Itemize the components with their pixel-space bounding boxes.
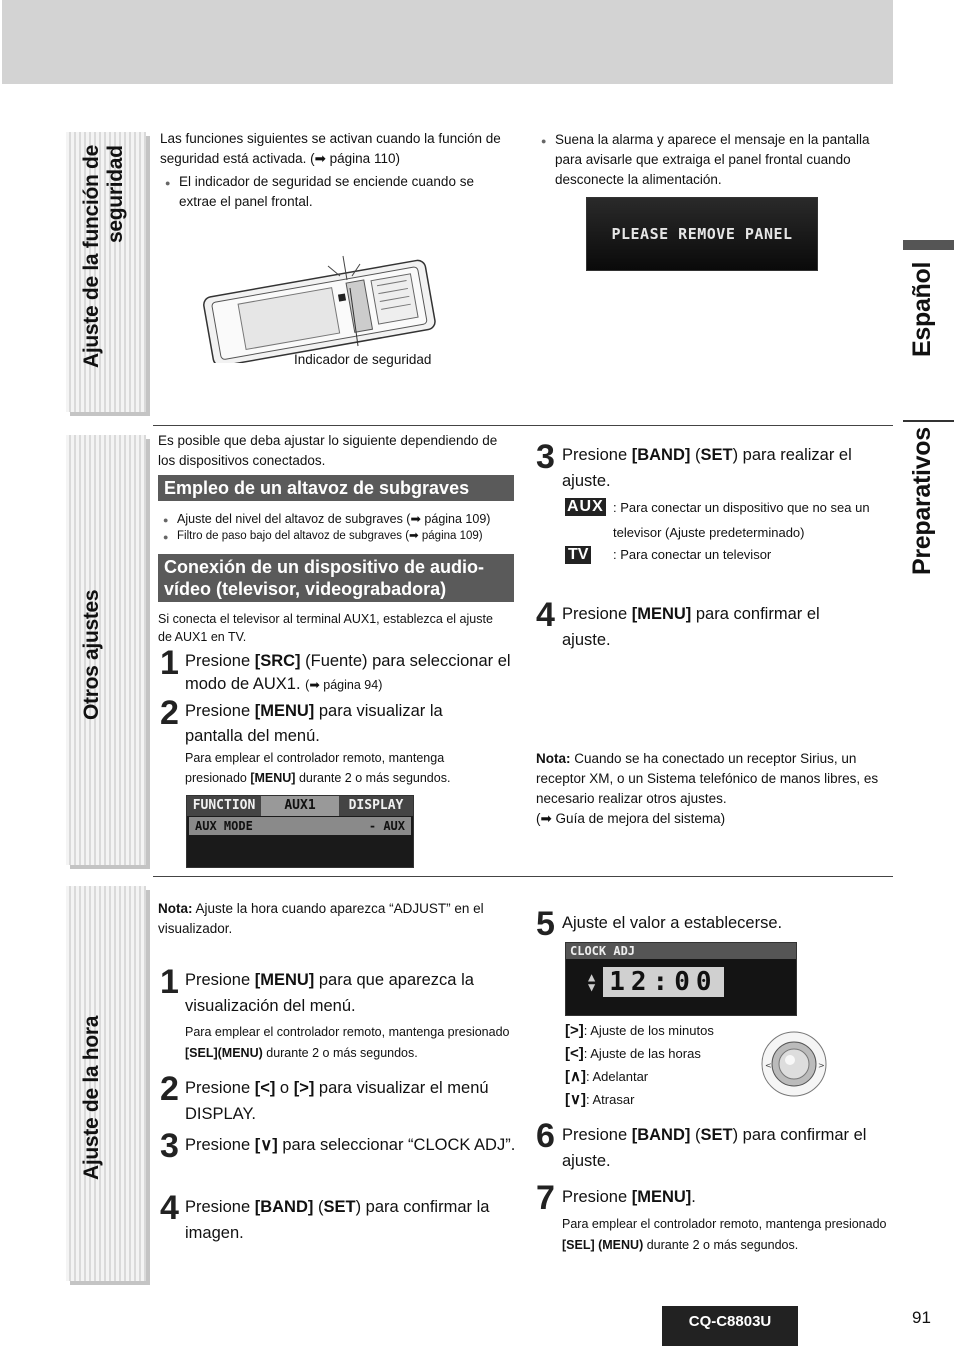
clock-step-1-text: Presione [MENU] para que aparezca la visualización del menú. [185, 971, 474, 1015]
security-bullet-indicator: ● El indicador de seguridad se enciende cuando se extrae el panel frontal. [179, 172, 509, 212]
step-2-note: Para emplear el controlador remoto, mantenga presionado [MENU] durante 2 o más segundos. [185, 751, 451, 785]
clock-step-6-text: Presione [BAND] (SET) para confirmar el ajuste. [562, 1126, 867, 1170]
clock-lcd-time: 12:00 [603, 967, 723, 997]
other-intro: Es posible que deba ajustar lo siguiente dependiendo de los dispositivos conectados. [158, 433, 498, 468]
step-2-text: Presione [MENU] para visualizar la pantalla del menú. [185, 702, 443, 745]
clock-section-tab [66, 886, 146, 1281]
language-tab: Español [908, 261, 936, 357]
other-note: Nota: Cuando se ha conectado un receptor Sirius, un receptor XM, o un Sistema telefónico de manos libres, es necesario realizar otros ajustes. (➡ Guía de mejora del sistema) [536, 751, 879, 826]
step-4-number: 4 [536, 596, 555, 634]
lcd-tab-display: DISPLAY [348, 798, 404, 813]
clock-step-6-number: 6 [536, 1117, 555, 1155]
clock-step-7-number: 7 [536, 1179, 555, 1217]
security-section-title: Ajuste de la función de seguridad [80, 145, 127, 368]
clock-adjust-display [565, 942, 797, 1016]
lcd-tab-aux1: AUX1 [261, 796, 339, 816]
clock-step-3-text: Presione [∨] para seleccionar “CLOCK ADJ”. [185, 1136, 516, 1154]
clock-step-2-number: 2 [160, 1070, 179, 1108]
tv-icon: TV [565, 546, 591, 564]
other-section-tab [66, 435, 146, 865]
tv-description: : Para conectar un televisor [613, 547, 772, 562]
model-badge: CQ-C8803U [662, 1306, 798, 1346]
step-3-number: 3 [536, 438, 555, 476]
security-intro: Las funciones siguientes se activan cuando la función de seguridad está activada. (➡ página 110) [160, 131, 501, 166]
av-device-text: Si conecta el televisor al terminal AUX1, establezca el ajuste de AUX1 en TV. [158, 612, 493, 644]
control-dial-icon [760, 1030, 828, 1098]
clock-step-7-note: Para emplear el controlador remoto, mantenga presionado [SEL] (MENU) durante 2 o más segundos. [562, 1217, 887, 1252]
clock-step-5-text: Ajuste el valor a establecerse. [562, 914, 783, 932]
subwoofer-bullet-level: ● Ajuste del nivel del altavoz de subgraves (➡ página 109) [177, 510, 522, 528]
clock-step-4-number: 4 [160, 1189, 179, 1227]
lcd-tab-function: FUNCTION [192, 798, 256, 813]
please-remove-panel-display [586, 197, 818, 271]
clock-step-2-text: Presione [<] o [>] para visualizar el menú DISPLAY. [185, 1079, 489, 1123]
step-1-number: 1 [160, 644, 179, 682]
step-2-number: 2 [160, 694, 179, 732]
aux-description: : Para conectar un dispositivo que no sea un televisor (Ajuste predeterminado) [613, 500, 870, 540]
lcd-aux-mode-label: AUX MODE [195, 819, 253, 833]
header-band [2, 0, 893, 84]
section-divider-1 [153, 425, 893, 426]
clock-step-4-text: Presione [BAND] (SET) para confirmar la imagen. [185, 1198, 490, 1242]
step-3-text: Presione [BAND] (SET) para realizar el ajuste. [562, 446, 852, 490]
key-up: [∧]: Adelantar [565, 1068, 649, 1085]
step-4-text: Presione [MENU] para confirmar el ajuste. [562, 605, 820, 649]
other-section-title: Otros ajustes [80, 589, 103, 720]
clock-step-3-number: 3 [160, 1127, 179, 1165]
section-divider-2 [153, 876, 893, 877]
clock-step-5-number: 5 [536, 905, 555, 943]
clock-lcd-title: CLOCK ADJ [566, 943, 796, 959]
chapter-tab: Preparativos [908, 427, 936, 575]
security-bullet-alarm: ● Suena la alarma y aparece el mensaje en la pantalla para avisarle que extraiga el panel frontal cuando desconecte la alimentación. [555, 130, 885, 190]
page-number: 91 [912, 1308, 931, 1327]
clock-updown-icon: ▲ ▼ [588, 970, 596, 994]
aux-icon: AUX [567, 498, 604, 515]
lcd-aux-mode-value: - AUX [368, 819, 405, 833]
function-menu-display [186, 795, 414, 868]
clock-step-1-number: 1 [160, 963, 179, 1001]
clock-section-title: Ajuste de la hora [80, 1015, 103, 1180]
clock-step-7-text: Presione [MENU]. [562, 1188, 696, 1206]
front-panel-illustration [200, 238, 440, 363]
lcd-message: PLEASE REMOVE PANEL [611, 225, 793, 243]
language-tab-marker [903, 240, 954, 250]
security-indicator-label: Indicador de seguridad [294, 352, 432, 367]
clock-step-1-note: Para emplear el controlador remoto, mantenga presionado [SEL](MENU) durante 2 o más segundos. [185, 1025, 510, 1060]
key-down: [∨]: Atrasar [565, 1091, 635, 1108]
side-divider [903, 420, 954, 422]
subwoofer-bullet-filter: ● Filtro de paso bajo del altavoz de subgraves (➡ página 109) [177, 527, 522, 545]
key-left: [<]: Ajuste de las horas [565, 1045, 701, 1062]
svg-text:>: > [818, 1061, 825, 1070]
clock-note: Nota: Ajuste la hora cuando aparezca “ADJUST” en el visualizador. [158, 901, 484, 936]
step-1-text: Presione [SRC] (Fuente) para seleccionar el modo de AUX1. (➡ página 94) [185, 652, 511, 693]
svg-text:<: < [765, 1061, 772, 1070]
key-right: [>]: Ajuste de los minutos [565, 1022, 714, 1039]
av-device-heading: Conexión de un dispositivo de audio-vídeo (televisor, videograbadora) [158, 554, 514, 602]
subwoofer-heading: Empleo de un altavoz de subgraves [158, 475, 514, 501]
